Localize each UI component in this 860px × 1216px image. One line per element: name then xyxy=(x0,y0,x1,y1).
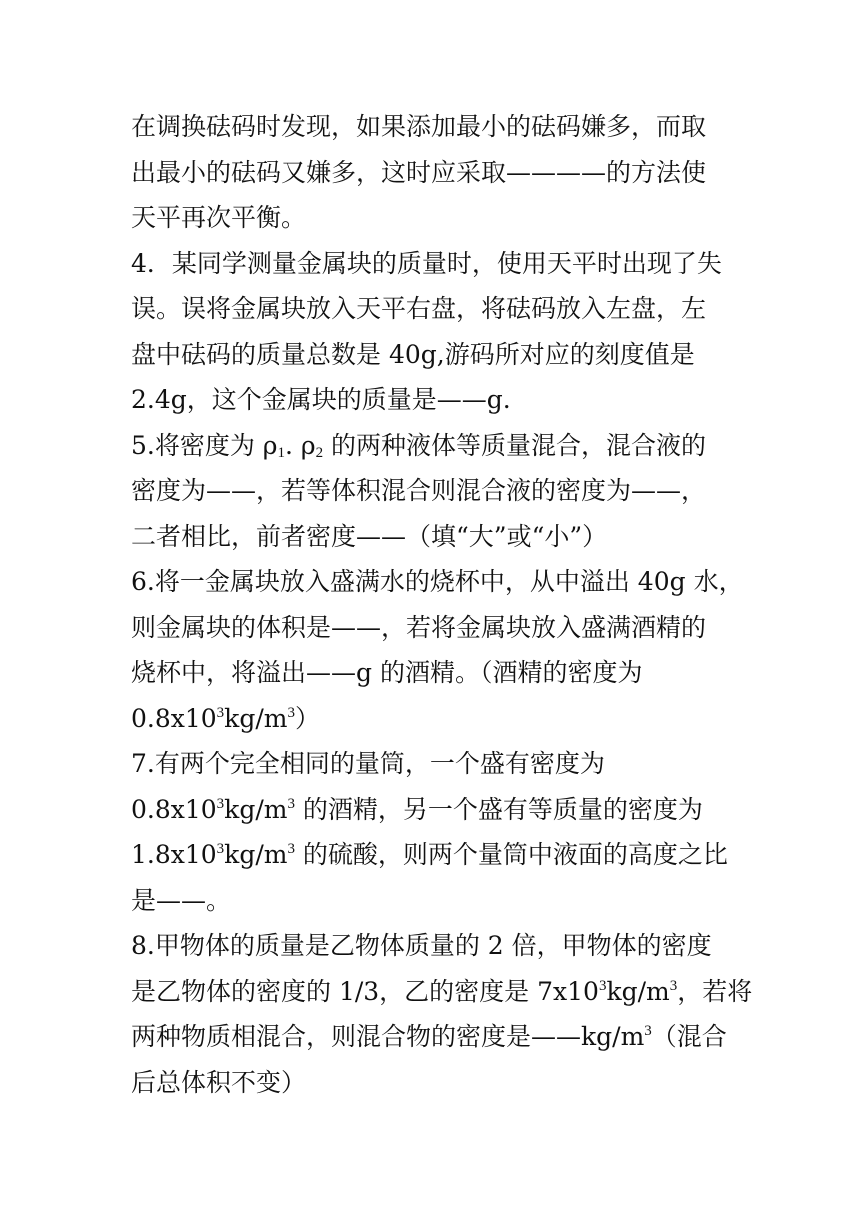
text-segment: 8.甲物体的质量是乙物体质量的 2 倍，甲物体的密度 xyxy=(131,931,712,960)
text-line-12 xyxy=(131,605,731,651)
text-segment: 的硫酸，则两个量筒中液面的高度之比 xyxy=(294,840,728,869)
text-line-7 xyxy=(131,377,731,423)
text-line-11 xyxy=(131,559,744,605)
subscript: 1 xyxy=(277,444,285,461)
subscript: 2 xyxy=(315,444,324,461)
text-segment: 是——。 xyxy=(131,885,232,915)
text-line-18 xyxy=(131,878,731,924)
text-segment: 6.将一金属块放入盛满水的烧杯中，从中溢出 40g 水， xyxy=(131,567,744,596)
superscript: 3 xyxy=(216,795,225,812)
text-segment: ，若将 xyxy=(677,976,753,1006)
text-line-1 xyxy=(131,104,731,150)
text-segment: 两种物质相混合，则混合物的密度是——kg/m xyxy=(131,1022,645,1051)
superscript: 3 xyxy=(287,704,295,721)
text-line-2 xyxy=(131,150,731,196)
text-line-22 xyxy=(131,1060,731,1106)
document-body xyxy=(131,104,753,1105)
text-segment: 出最小的砝码又嫌多，这时应采取————的方法使 xyxy=(131,157,707,187)
text-segment: 1.8x10 xyxy=(131,840,217,869)
text-segment: 是乙物体的密度的 1/3，乙的密度是 7x10 xyxy=(131,976,599,1006)
text-line-10 xyxy=(131,514,731,560)
superscript: 3 xyxy=(669,977,678,994)
text-segment: . ρ xyxy=(285,430,316,460)
text-segment: 误。误将金属块放入天平右盘，将砝码放入左盘，左 xyxy=(131,294,707,323)
text-segment: （混合 xyxy=(651,1022,727,1051)
text-segment: 的两种液体等质量混合，混合液的 xyxy=(323,430,707,460)
superscript: 3 xyxy=(287,795,295,812)
text-segment: 2.4g，这个金属块的质量是——g. xyxy=(131,385,511,414)
text-segment: 烧杯中，将溢出——g 的酒精。（酒精的密度为 xyxy=(131,658,643,687)
text-segment: 二者相比，前者密度——（填“大”或“小”） xyxy=(131,521,608,551)
text-line-5 xyxy=(131,286,731,332)
text-line-3 xyxy=(131,195,731,241)
text-line-4 xyxy=(131,241,731,287)
text-segment: 7.有两个完全相同的量筒，一个盛有密度为 xyxy=(131,749,605,778)
text-line-21 xyxy=(131,1014,731,1060)
text-segment: 密度为——，若等体积混合则混合液的密度为——， xyxy=(131,476,707,505)
text-segment: kg/m xyxy=(224,703,288,733)
text-segment: 天平再次平衡。 xyxy=(131,203,307,232)
text-segment: kg/m xyxy=(224,794,288,824)
superscript: 3 xyxy=(287,841,295,857)
text-segment: 5.将密度为 ρ xyxy=(131,430,278,460)
text-segment: ） xyxy=(294,703,320,733)
text-segment: 则金属块的体积是——，若将金属块放入盛满酒精的 xyxy=(131,612,707,642)
text-segment: 的酒精，另一个盛有等质量的密度为 xyxy=(294,794,703,824)
text-line-8 xyxy=(131,423,731,469)
text-line-15 xyxy=(131,741,731,787)
text-segment: 盘中砝码的质量总数是 40g,游码所对应的刻度值是 xyxy=(131,339,695,369)
text-segment: 4．某同学测量金属块的质量时，使用天平时出现了失 xyxy=(131,248,722,278)
text-line-16 xyxy=(131,787,731,833)
text-line-13 xyxy=(131,650,731,696)
text-segment: kg/m xyxy=(224,840,288,869)
text-segment: kg/m xyxy=(606,976,670,1006)
text-line-20 xyxy=(131,969,753,1015)
text-line-6 xyxy=(131,332,731,378)
superscript: 3 xyxy=(216,841,225,857)
superscript: 3 xyxy=(644,1023,652,1039)
text-line-9 xyxy=(131,468,731,514)
superscript: 3 xyxy=(216,704,225,721)
text-line-17 xyxy=(131,832,731,878)
superscript: 3 xyxy=(598,977,607,994)
text-segment: 后总体积不变） xyxy=(131,1067,307,1097)
text-segment: 在调换砝码时发现，如果添加最小的砝码嫌多，而取 xyxy=(131,112,707,141)
text-segment: 0.8x10 xyxy=(131,794,217,824)
text-line-19 xyxy=(131,923,731,969)
text-line-14 xyxy=(131,696,731,742)
text-segment: 0.8x10 xyxy=(131,703,217,733)
